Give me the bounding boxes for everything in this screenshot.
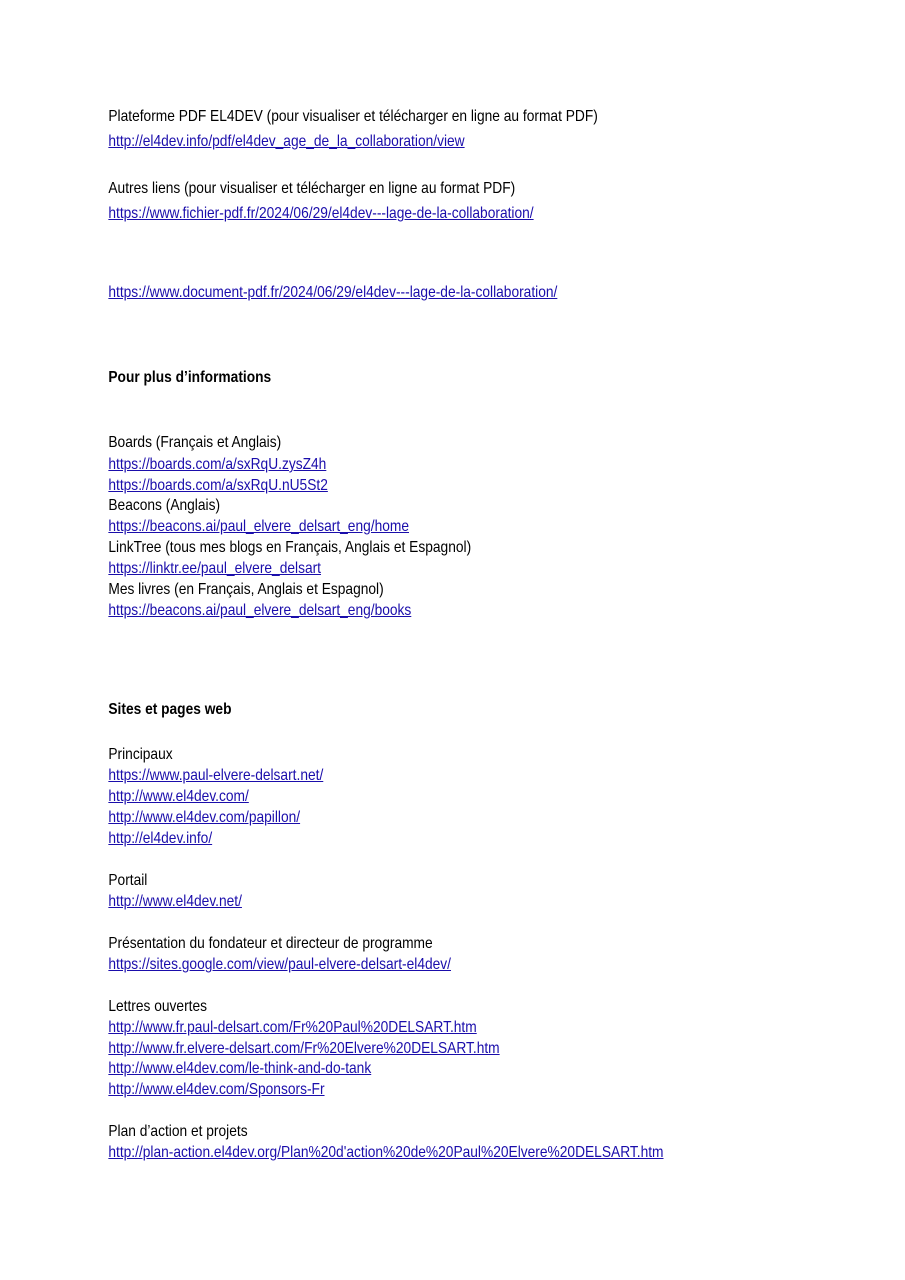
pdf-platform-link[interactable]: http://el4dev.info/pdf/el4dev_age_de_la_collaboration/view [108,133,465,150]
open-letter-link[interactable]: http://www.el4dev.com/Sponsors-Fr [108,1081,325,1098]
linktree-label: LinkTree (tous mes blogs en Français, Anglais et Espagnol) [108,539,472,556]
more-info-heading: Pour plus d’informations [108,369,272,386]
boards-label: Boards (Français et Anglais) [108,434,282,451]
founder-link[interactable]: https://sites.google.com/view/paul-elvere-delsart-el4dev/ [108,956,452,973]
founder-label: Présentation du fondateur et directeur de programme [108,935,433,952]
main-site-link[interactable]: http://www.el4dev.com/papillon/ [108,809,301,826]
main-site-link[interactable]: https://www.paul-elvere-delsart.net/ [108,767,324,784]
main-site-link[interactable]: http://el4dev.info/ [108,830,213,847]
action-plan-link[interactable]: http://plan-action.el4dev.org/Plan%20d'action%20de%20Paul%20Elvere%20DELSART.htm [108,1144,664,1161]
other-links-label: Autres liens (pour visualiser et télécharger en ligne au format PDF) [108,180,516,197]
books-link[interactable]: https://beacons.ai/paul_elvere_delsart_eng/books [108,602,412,619]
linktree-link[interactable]: https://linktr.ee/paul_elvere_delsart [108,560,322,577]
open-letter-link[interactable]: http://www.fr.paul-delsart.com/Fr%20Paul%20DELSART.htm [108,1019,477,1036]
main-sites-label: Principaux [108,746,173,763]
main-site-link[interactable]: http://www.el4dev.com/ [108,788,249,805]
portal-label: Portail [108,872,148,889]
beacons-label: Beacons (Anglais) [108,497,221,514]
beacons-link[interactable]: https://beacons.ai/paul_elvere_delsart_eng/home [108,518,409,535]
open-letter-link[interactable]: http://www.el4dev.com/le-think-and-do-tank [108,1060,372,1077]
action-plan-label: Plan d’action et projets [108,1123,248,1140]
portal-link[interactable]: http://www.el4dev.net/ [108,893,242,910]
fichier-pdf-link[interactable]: https://www.fichier-pdf.fr/2024/06/29/el4dev---lage-de-la-collaboration/ [108,205,534,222]
books-label: Mes livres (en Français, Anglais et Espagnol) [108,581,384,598]
boards-link-2[interactable]: https://boards.com/a/sxRqU.nU5St2 [108,477,328,494]
document-pdf-link[interactable]: https://www.document-pdf.fr/2024/06/29/el4dev---lage-de-la-collaboration/ [108,284,558,301]
open-letter-link[interactable]: http://www.fr.elvere-delsart.com/Fr%20Elvere%20DELSART.htm [108,1040,500,1057]
boards-link-1[interactable]: https://boards.com/a/sxRqU.zysZ4h [108,456,327,473]
pdf-platform-label: Plateforme PDF EL4DEV (pour visualiser et télécharger en ligne au format PDF) [108,108,598,125]
open-letters-label: Lettres ouvertes [108,998,208,1015]
sites-heading: Sites et pages web [108,701,232,718]
